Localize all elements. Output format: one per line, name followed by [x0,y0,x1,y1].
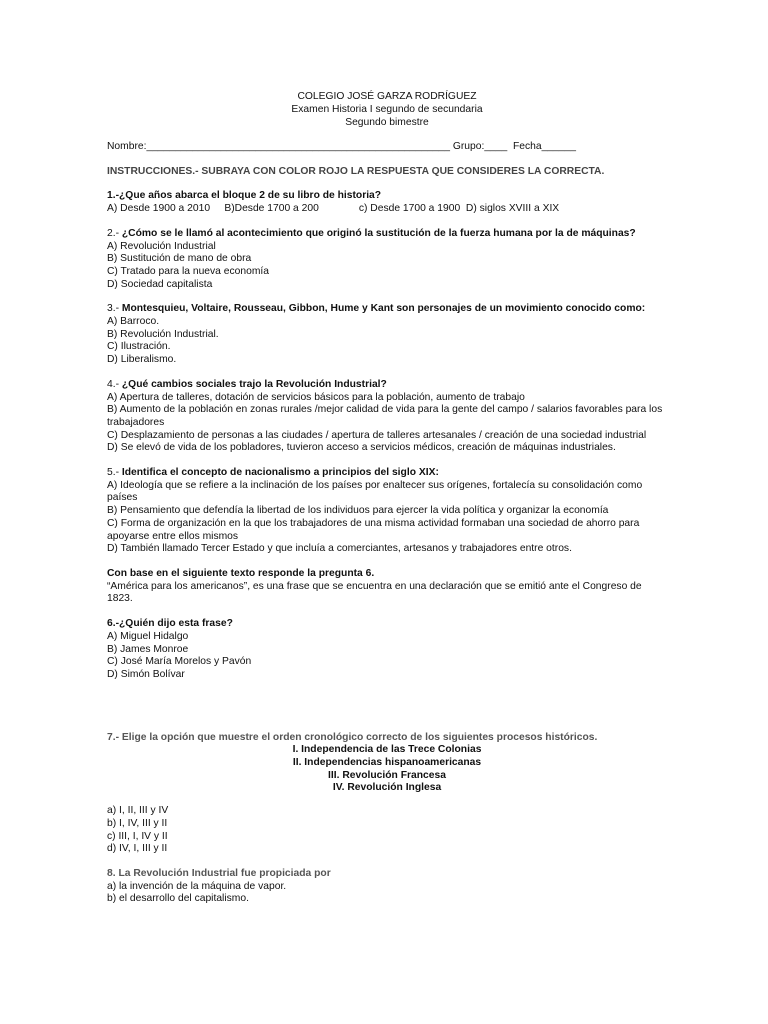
question-2-option-b: B) Sustitución de mano de obra [107,253,252,265]
question-7-option-c: c) III, I, IV y II [107,830,168,842]
question-2-option-d: D) Sociedad capitalista [107,278,213,290]
question-4-option-c: C) Desplazamiento de personas a las ciudades / apertura de talleres artesanales / creación de una sociedad industrial [107,429,647,441]
question-3-stem: Montesquieu, Voltaire, Rousseau, Gibbon, Hume y Kant son personajes de un movimiento conocido como: [121,303,646,315]
question-1 [107,190,667,215]
question-4-stem: ¿Qué cambios sociales trajo la Revolución Industrial? [121,378,387,390]
question-6-option-a: A) Miguel Hidalgo [107,630,189,642]
question-3-option-d: D) Liberalismo. [107,354,177,366]
question-8 [107,868,667,906]
process-4: IV. Revolución Inglesa [332,782,442,794]
question-7-stem: 7.- Elige la opción que muestre el orden cronológico correcto de los siguientes procesos históricos. [107,731,598,743]
question-5 [107,467,667,556]
question-6-option-d: D) Simón Bolívar [107,668,185,680]
question-5-stem: Identifica el concepto de nacionalismo a principios del siglo XIX: [121,467,439,479]
exam-period: Segundo bimestre [345,117,429,128]
question-3-option-a: A) Barroco. [107,316,160,328]
question-2-option-c: C) Tratado para la nueva economía [107,265,269,277]
reading-text-quote: “América para los americanos”, es una frase que se encuentra en una declaración que se emitió ante el Congreso de 1823. [107,580,642,605]
question-2-stem: ¿Cómo se le llamó al acontecimiento que originó la sustitución de la fuerza humana por la de máquinas? [121,227,636,239]
question-7-option-a: a) I, II, III y IV [107,805,169,817]
question-1-options: A) Desde 1900 a 2010 B)Desde 1700 a 200 c) Desde 1700 a 1900 D) siglos XVIII a XIX [107,203,560,215]
question-8-option-a: a) la invención de la máquina de vapor. [107,880,287,892]
question-6 [107,618,667,682]
question-1-stem: 1.-¿Que años abarca el bloque 2 de su libro de historia? [107,190,382,202]
question-7-option-b: b) I, IV, III y II [107,817,168,829]
question-4 [107,379,667,455]
process-1: I. Independencia de las Trece Colonias [292,744,482,756]
question-2-number: 2.- [107,227,122,239]
reading-text-intro: Con base en el siguiente texto responde la pregunta 6. [107,567,375,579]
student-info-line: Nombre:_____________________________________________________ Grupo:____ Fecha______ [107,141,576,152]
process-3: III. Revolución Francesa [328,769,446,781]
question-6-stem: 6.-¿Quién dijo esta frase? [107,618,233,630]
question-3-option-b: B) Revolución Industrial. [107,328,219,340]
question-8-option-b: b) el desarrollo del capitalismo. [107,893,249,905]
question-8-number: 8. [107,867,116,879]
question-5-option-a: A) Ideología que se refiere a la inclinación de los países por enaltecer sus orígenes, fortalecía su consolidación como países [107,479,643,504]
school-name: COLEGIO JOSÉ GARZA RODRÍGUEZ [297,91,477,102]
question-3 [107,303,667,367]
question-4-option-b: B) Aumento de la población en zonas rurales /mejor calidad de vida para la gente del campo / salarios favorables para los trabajadores [107,404,663,428]
question-5-number: 5.- [107,467,122,479]
question-7-option-d: d) IV, I, III y II [107,843,168,855]
question-4-number: 4.- [107,378,122,390]
question-7 [107,732,667,856]
question-5-option-b: B) Pensamiento que defendía la libertad de los individuos para ejercer la vida política y organizar la economía [107,505,609,517]
question-4-option-a: A) Apertura de talleres, dotación de servicios básicos para la población, aumento de trabajo [107,391,525,403]
exam-title: Examen Historia I segundo de secundaria [291,104,483,115]
question-6-option-c: C) José María Morelos y Pavón [107,656,252,668]
question-4-option-d: D) Se elevó de vida de los pobladores, tuvieron acceso a servicios médicos, creación de máquinas industriales. [107,442,616,454]
question-3-number: 3.- [107,303,122,315]
question-2 [107,228,667,292]
question-3-option-c: C) Ilustración. [107,341,171,353]
question-6-option-b: B) James Monroe [107,643,189,655]
question-2-option-a: A) Revolución Industrial [107,240,216,252]
exam-content [107,90,667,906]
process-2: II. Independencias hispanoamericanas [292,757,482,769]
instructions: INSTRUCCIONES.- SUBRAYA CON COLOR ROJO LA RESPUESTA QUE CONSIDERES LA CORRECTA. [107,165,605,177]
question-5-option-d: D) También llamado Tercer Estado y que incluía a comerciantes, artesanos y trabajadores entre otros. [107,543,572,555]
question-5-option-c: C) Forma de organización en la que los trabajadores de una misma actividad formaban una sociedad de ahorro para apoyarse entre ellos mismos [107,517,640,542]
exam-header [107,90,667,129]
reading-text [107,568,667,606]
question-8-stem: La Revolución Industrial fue propiciada por [115,867,331,879]
